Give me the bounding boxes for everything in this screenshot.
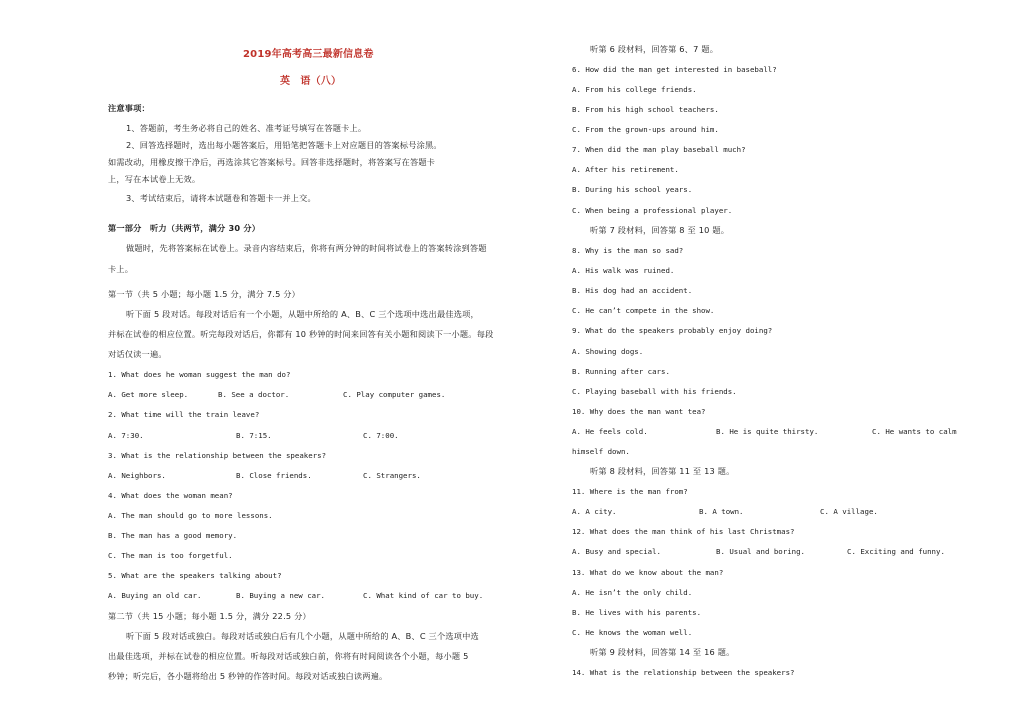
segment-6-instruction: 听第 6 段材料，回答第 6、7 题。 [590,44,719,54]
q7-option-c: C. When being a professional player. [572,206,733,215]
section1-intro-cont2: 对话仅读一遍。 [108,349,167,359]
section1-intro-cont: 并标在试卷的相应位置。听完每段对话后，你都有 10 秒钟的时间来回答有关小题和阅读下一小题。每段 [108,329,494,339]
notice-item-1: 1、答题前，考生务必将自己的姓名、准考证号填写在答题卡上。 [126,123,367,133]
q8-option-b: B. His dog had an accident. [572,286,693,295]
notice-item-3: 3、考试结束后，请将本试题卷和答题卡一并上交。 [126,193,316,203]
notice-heading: 注意事项： [108,103,150,113]
q9-option-b: B. Running after cars. [572,367,670,376]
q10-option-c: C. He wants to calm [872,427,957,436]
q1-option-b: B. See a doctor. [218,390,290,399]
section2-intro-cont: 出最佳选项，并标在试卷的相应位置。听每段对话或独白前，你将有时间阅读各个小题，每小题 5 [108,651,469,661]
q12-option-a: A. Busy and special. [572,547,661,556]
exam-subtitle: 英 语（八） [280,76,342,87]
q10-option-c-cont: himself down. [572,447,630,456]
q11-option-c: C. A village. [820,507,878,516]
q6-option-b: B. From his high school teachers. [572,105,719,114]
q6-option-a: A. From his college friends. [572,85,697,94]
question-6: 6. How did the man get interested in baseball? [572,65,777,74]
q8-option-a: A. His walk was ruined. [572,266,675,275]
q1-option-a: A. Get more sleep. [108,390,189,399]
q9-option-c: C. Playing baseball with his friends. [572,387,737,396]
q13-option-b: B. He lives with his parents. [572,608,702,617]
q3-option-c: C. Strangers. [363,471,421,480]
q13-option-c: C. He knows the woman well. [572,628,693,637]
section1-heading: 第一节（共 5 小题；每小题 1.5 分，满分 7.5 分） [108,289,301,299]
q9-option-a: A. Showing dogs. [572,347,644,356]
question-1: 1. What does he woman suggest the man do? [108,370,291,379]
question-12: 12. What does the man think of his last Christmas? [572,527,795,536]
q4-option-b: B. The man has a good memory. [108,531,238,540]
segment-8-instruction: 听第 8 段材料，回答第 11 至 13 题。 [590,466,735,476]
q1-option-c: C. Play computer games. [343,390,446,399]
q5-option-a: A. Buying an old car. [108,591,202,600]
notice-item-2: 2、回答选择题时，选出每小题答案后，用铅笔把答题卡上对应题目的答案标号涂黑。 [126,140,442,150]
part1-intro-cont: 卡上。 [108,264,134,274]
question-9: 9. What do the speakers probably enjoy doing? [572,326,773,335]
q2-option-a: A. 7:30. [108,431,144,440]
q2-option-c: C. 7:00. [363,431,399,440]
q7-option-a: A. After his retirement. [572,165,679,174]
q5-option-c: C. What kind of car to buy. [363,591,484,600]
question-8: 8. Why is the man so sad? [572,246,684,255]
question-11: 11. Where is the man from? [572,487,688,496]
q6-option-c: C. From the grown-ups around him. [572,125,719,134]
section2-heading: 第二节（共 15 小题；每小题 1.5 分，满分 22.5 分） [108,611,311,621]
q4-option-a: A. The man should go to more lessons. [108,511,273,520]
q8-option-c: C. He can’t compete in the show. [572,306,715,315]
q10-option-b: B. He is quite thirsty. [716,427,819,436]
question-14: 14. What is the relationship between the speakers? [572,668,795,677]
question-3: 3. What is the relationship between the speakers? [108,451,327,460]
q11-option-a: A. A city. [572,507,617,516]
segment-7-instruction: 听第 7 段材料，回答第 8 至 10 题。 [590,225,730,235]
q5-option-b: B. Buying a new car. [236,591,325,600]
segment-9-instruction: 听第 9 段材料，回答第 14 至 16 题。 [590,647,735,657]
q12-option-b: B. Usual and boring. [716,547,805,556]
exam-title: 2019年高考高三最新信息卷 [243,49,374,60]
q7-option-b: B. During his school years. [572,185,693,194]
q4-option-c: C. The man is too forgetful. [108,551,233,560]
section2-intro-cont2: 秒钟；听完后，各小题将给出 5 秒钟的作答时间。每段对话或独白读两遍。 [108,671,388,681]
question-2: 2. What time will the train leave? [108,410,260,419]
q12-option-c: C. Exciting and funny. [847,547,945,556]
q3-option-a: A. Neighbors. [108,471,166,480]
q10-option-a: A. He feels cold. [572,427,648,436]
notice-item-2-cont2: 上，写在本试卷上无效。 [108,174,201,184]
section1-intro: 听下面 5 段对话。每段对话后有一个小题，从题中所给的 A、B、C 三个选项中选出最佳选项， [126,309,479,319]
question-7: 7. When did the man play baseball much? [572,145,746,154]
q11-option-b: B. A town. [699,507,744,516]
question-13: 13. What do we know about the man? [572,568,724,577]
notice-item-2-cont: 如需改动，用橡皮擦干净后，再选涂其它答案标号。回答非选择题时，将答案写在答题卡 [108,157,436,167]
question-5: 5. What are the speakers talking about? [108,571,282,580]
q3-option-b: B. Close friends. [236,471,312,480]
question-10: 10. Why does the man want tea? [572,407,706,416]
question-4: 4. What does the woman mean? [108,491,233,500]
part1-heading: 第一部分 听力（共两节，满分 30 分） [108,223,261,233]
q2-option-b: B. 7:15. [236,431,272,440]
section2-intro: 听下面 5 段对话或独白。每段对话或独白后有几个小题，从题中所给的 A、B、C 三个选项中选 [126,631,479,641]
part1-intro: 做题时，先将答案标在试卷上。录音内容结束后，你将有两分钟的时间将试卷上的答案转涂到答题 [126,243,487,253]
q13-option-a: A. He isn’t the only child. [572,588,693,597]
